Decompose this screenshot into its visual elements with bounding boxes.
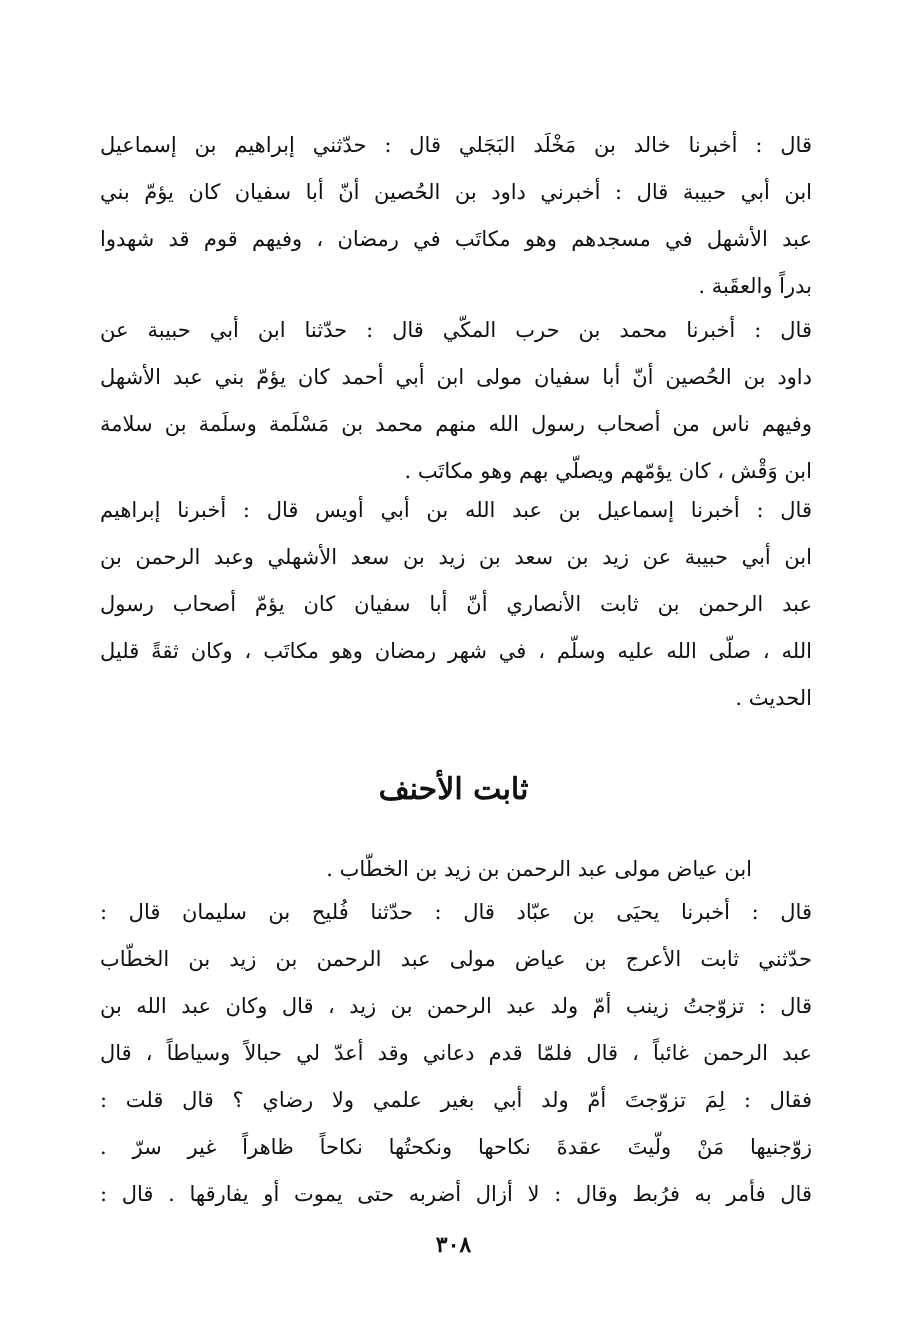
text-line: وفيهم ناس من أصحاب رسول الله منهم محمد بن مَسْلَمة وسلَمة بن سلامة: [100, 412, 812, 436]
text-line: داود بن الحُصين أنّ أبا سفيان مولى ابن أبي أحمد كان يؤمّ بني عبد الأشهل: [100, 365, 812, 389]
paragraph-1: [100, 122, 812, 310]
text-line: قال : أخبرنا خالد بن مَخْلَد البَجَلي قال : حدّثني إبراهيم بن إسماعيل: [100, 133, 812, 157]
text-line: عبد الرحمن بن ثابت الأنصاري أنّ أبا سفيان كان يؤمّ أصحاب رسول: [100, 592, 812, 616]
page-number: ٣٠٨: [435, 1232, 472, 1258]
text-line: قال : أخبرنا محمد بن حرب المكّي قال : حدّثنا ابن أبي حبيبة عن: [100, 318, 812, 342]
text-line: قال فأمر به فرُبط وقال : لا أزال أضربه حتى يموت أو يفارقها . قال :: [100, 1182, 812, 1206]
text-line: قال : أخبرنا إسماعيل بن عبد الله بن أبي أويس قال : أخبرنا إبراهيم: [100, 498, 812, 522]
text-line: زوّجنيها مَنْ ولّيتَ عقدةَ نكاحها ونكحتُها نكاحاً ظاهراً غير سرّ .: [100, 1135, 812, 1159]
text-line: فقال : لِمَ تزوّجتَ أمّ ولد أبي بغير علمي ولا رضاي ؟ قال قلت :: [100, 1088, 812, 1112]
text-line: حدّثني ثابت الأعرج بن عياض مولى عبد الرحمن بن زيد بن الخطّاب: [100, 947, 812, 971]
text-line: الله ، صلّى الله عليه وسلّم ، في شهر رمضان وهو مكاتَب ، وكان ثقةً قليل: [100, 639, 812, 663]
section-heading: ثابت الأحنف: [378, 772, 529, 807]
text-line: ابن أبي حبيبة عن زيد بن سعد بن زيد بن سعد الأشهلي وعبد الرحمن بن: [100, 545, 812, 569]
paragraph-4: [100, 889, 812, 1218]
text-line: ابن عياض مولى عبد الرحمن بن زيد بن الخطّاب .: [326, 857, 752, 881]
text-line: عبد الرحمن غائباً ، قال فلمّا قدم دعاني وقد أعدّ لي حبالاً وسياطاً ، قال: [100, 1041, 812, 1065]
text-line: عبد الأشهل في مسجدهم وهو مكاتَب في رمضان ، وفيهم قوم قد شهدوا: [100, 227, 812, 251]
text-line: قال : تزوّجتُ زينب أمّ ولد عبد الرحمن بن زيد ، قال وكان عبد الله بن: [100, 994, 812, 1018]
intro-line: [100, 846, 812, 893]
paragraph-3: [100, 487, 812, 722]
text-line: ابن أبي حبيبة قال : أخبرني داود بن الحُصين أنّ أبا سفيان كان يؤمّ بني: [100, 180, 812, 204]
text-line: قال : أخبرنا يحيَى بن عبّاد قال : حدّثنا فُليح بن سليمان قال :: [100, 900, 812, 924]
text-line: بدراً والعقَبة .: [698, 274, 812, 298]
text-line: الحديث .: [735, 686, 812, 710]
text-line: ابن وَقْش ، كان يؤمّهم ويصلّي بهم وهو مكاتَب .: [404, 459, 812, 483]
paragraph-2: [100, 307, 812, 495]
